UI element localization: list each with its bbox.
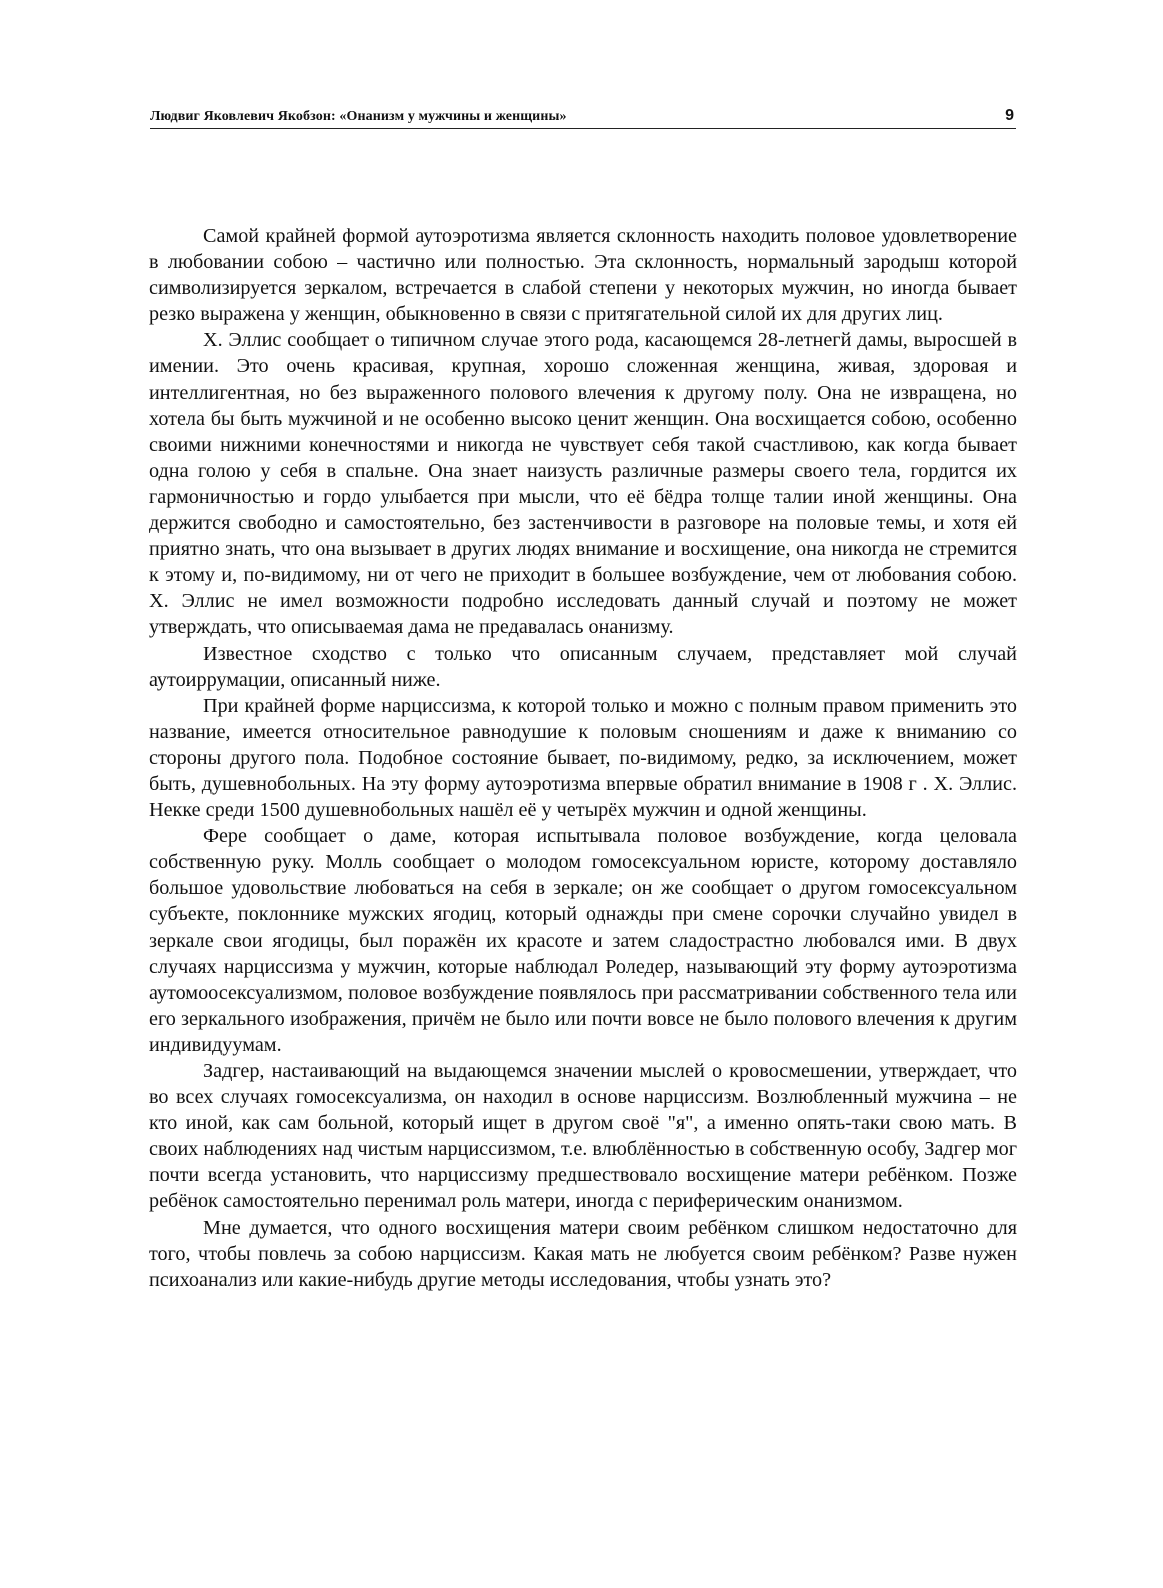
header-title: Людвиг Яковлевич Якобзон: «Онанизм у мужчины и женщины» <box>150 109 567 124</box>
paragraph-6: Задгер, настаивающий на выдающемся значении мыслей о кровосмешении, утверждает, что во всех случаях гомосексуализма, он находил в основе нарциссизм. Возлюбленный мужчина – не кто иной, как сам больной, который ищет в другом своё "я", а именно опять-таки свою мать. В своих наблюдениях над чистым нарциссизмом, т.е. влюблённостью в собственную особу, Задгер мог почти всегда установить, что нарциссизму предшествовало восхищение матери ребёнком. Позже ребёнок самостоятельно перенимал роль матери, иногда с периферическим онанизмом. <box>149 1060 1017 1213</box>
page-number: 9 <box>1005 107 1014 124</box>
paragraph-1: Самой крайней формой аутоэротизма является склонность находить половое удовлетворение в любовании собою – частично или полностью. Эта склонность, нормальный зародыш которой символизируется зеркалом, встречается в слабой степени у некоторых мужчин, но иногда бывает резко выражена у женщин, обыкновенно в связи с притягательной силой их для других лиц. <box>149 225 1017 326</box>
paragraph-4: При крайней форме нарциссизма, к которой только и можно с полным правом применить это название, имеется относительное равнодушие к половым сношениям и даже к вниманию со стороны другого пола. Подобное состояние бывает, по-видимому, редко, за исключением, может быть, душевнобольных. На эту форму аутоэротизма впервые обратил внимание в 1908 г . Х. Эллис. Некке среди 1500 душевнобольных нашёл её у четырёх мужчин и одной женщины. <box>149 694 1017 822</box>
running-header <box>150 100 1016 129</box>
paragraph-3: Известное сходство с только что описанным случаем, представляет мой случай аутоиррумации, описанный ниже. <box>149 642 1017 691</box>
paragraph-7: Мне думается, что одного восхищения матери своим ребёнком слишком недостаточно для того, чтобы повлечь за собою нарциссизм. Какая мать не любуется своим ребёнком? Разве нужен психоанализ или какие-нибудь другие методы исследования, чтобы узнать это? <box>149 1216 1017 1291</box>
body-text <box>149 223 1017 1293</box>
paragraph-2: Х. Эллис сообщает о типичном случае этого рода, касающемся 28-летнегй дамы, выросшей в имении. Это очень красивая, крупная, хорошо сложенная женщина, живая, здоровая и интеллигентная, но без выраженного полового влечения к другому полу. Она не извращена, но хотела бы быть мужчиной и не особенно высоко ценит женщин. Она восхищается собою, особенно своими нижними конечностями и никогда не чувствует себя такой счастливою, как когда бывает одна голою у себя в спальне. Она знает наизусть различные размеры своего тела, гордится их гармоничностью и гордо улыбается при мысли, что её бёдра толще талии иной женщины. Она держится свободно и самостоятельно, без застенчивости в разговоре на половые темы, и хотя ей приятно знать, что она вызывает в других людях внимание и восхищение, она никогда не стремится к этому и, по-видимому, ни от чего не приходит в большее возбуждение, чем от любования собою. Х. Эллис не имел возможности подробно исследовать данный случай и поэтому не может утверждать, что описываемая дама не предавалась онанизму. <box>149 329 1017 639</box>
paragraph-5: Фере сообщает о даме, которая испытывала половое возбуждение, когда целовала собственную руку. Молль сообщает о молодом гомосексуальном юристе, которому доставляло большое удовольствие любоваться на себя в зеркале; он же сообщает о другом гомосексуальном субъекте, поклоннике мужских ягодиц, который однажды при смене сорочки случайно увидел в зеркале свои ягодицы, был поражён их красоте и затем сладострастно любовался ими. В двух случаях нарциссизма у мужчин, которые наблюдал Роледер, называющий эту форму аутоэротизма аутомоосексуализмом, половое возбуждение появлялось при рассматривании собственного тела или его зеркального изображения, причём не было или почти вовсе не было полового влечения к другим индивидуумам. <box>149 825 1017 1056</box>
